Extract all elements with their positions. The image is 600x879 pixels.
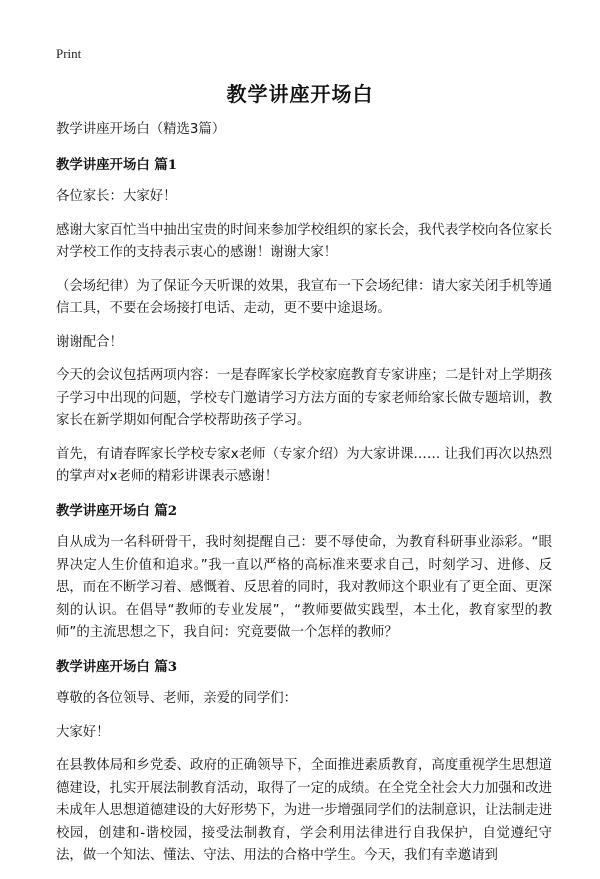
section-3	[56, 656, 552, 868]
paragraph: 大家好！	[56, 724, 110, 740]
section-2	[56, 500, 552, 645]
paragraph: 首先，有请春晖家长学校专家x老师（专家介绍）为大家讲课…… 让我们再次以热烈的掌声对x老师的精彩讲课表示感谢！	[56, 446, 552, 484]
section-heading: 教学讲座开场白 篇3	[56, 658, 178, 675]
paragraph: 在县教体局和乡党委、政府的正确领导下，全面推进素质教育，高度重视学生思想道德建设，扎实开展法制教育活动，取得了一定的成绩。在全党全社会大力加强和改进未成年人思想道德建设的大好形势下，为进一步增强同学们的法制意识，让法制走进校园，创建和-谐校园，接受法制教育，学会利用法律进行自我保护，自觉遵纪守法，做一个知法、懂法、守法、用法的合格中学生。今天，我们有幸邀请到	[56, 758, 552, 863]
print-link[interactable]: Print	[56, 46, 82, 61]
document-subtitle: 教学讲座开场白（精选3篇）	[56, 122, 226, 137]
section-heading: 教学讲座开场白 篇1	[56, 156, 178, 173]
section-1	[56, 154, 552, 489]
page-title: 教学讲座开场白	[226, 82, 374, 106]
paragraph: 自从成为一名科研骨干，我时刻提醒自己：要不辱使命，为教育科研事业添彩。“眼界决定人生价值和追求。”我一直以严格的高标准来要求自己，时刻学习、进修、反思，而在不断学习着、感慨着、反思着的同时，我对教师这个职业有了更全面、更深刻的认识。在倡导“教师的专业发展”，“教师要做实践型，本土化，教育家型的教师”的主流思想之下，我自问：究竟要做一个怎样的教师？	[56, 535, 552, 640]
paragraph: 各位家长：大家好！	[56, 189, 177, 204]
paragraph: 尊敬的各位领导、老师，亲爱的同学们：	[56, 691, 298, 706]
paragraph: 今天的会议包括两项内容：一是春晖家长学校家庭教育专家讲座；二是针对上学期孩子学习中出现的问题，学校专门邀请学习方法方面的专家老师给家长做专题培训，教家长在新学期如何配合学校帮助孩子学习。	[56, 368, 552, 428]
section-heading: 教学讲座开场白 篇2	[56, 502, 178, 519]
document-body	[56, 119, 552, 879]
paragraph: 感谢大家百忙当中抽出宝贵的时间来参加学校组织的家长会，我代表学校向各位家长对学校工作的支持表示衷心的感谢！谢谢大家！	[56, 222, 552, 260]
paragraph: 谢谢配合！	[56, 334, 123, 350]
paragraph: （会场纪律）为了保证今天听课的效果，我宣布一下会场纪律：请大家关闭手机等通信工具，不要在会场接打电话、走动，更不要中途退场。	[56, 278, 552, 316]
